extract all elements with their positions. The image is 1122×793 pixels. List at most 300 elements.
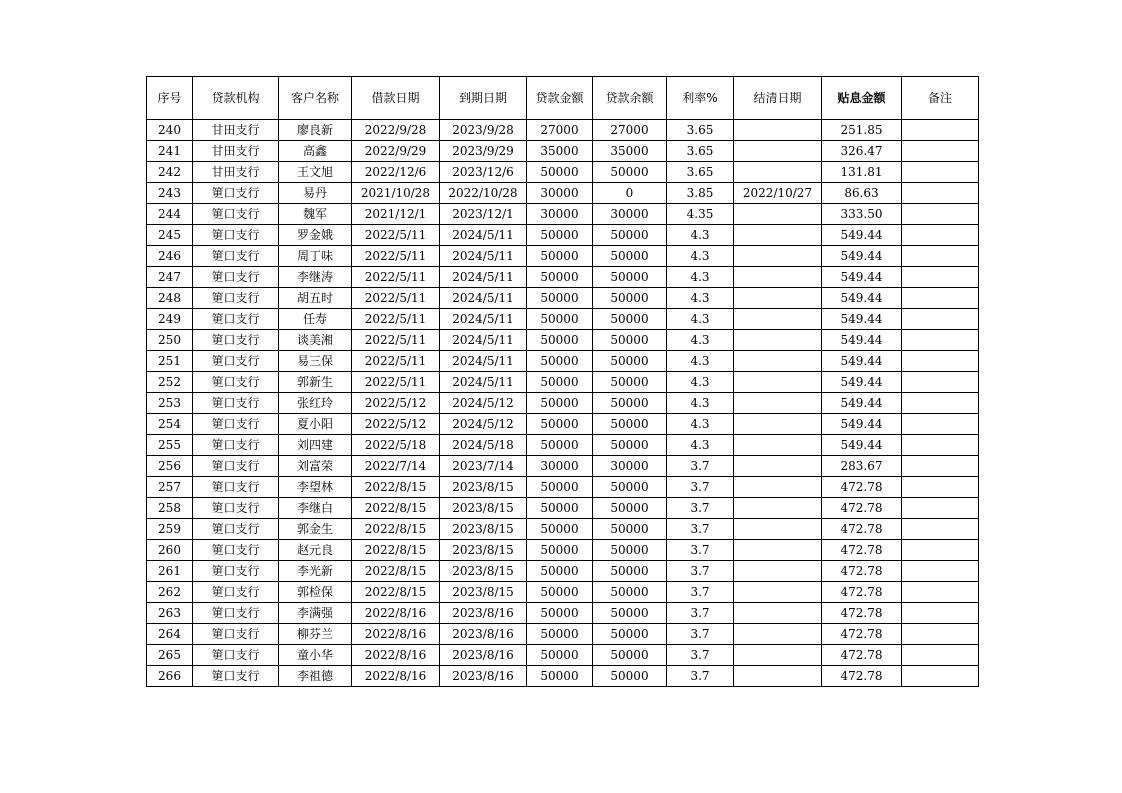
cell-loan-balance: 50000 <box>593 540 667 561</box>
cell-customer: 李满强 <box>279 603 352 624</box>
cell-loan-amount: 50000 <box>527 372 593 393</box>
cell-customer: 罗金娥 <box>279 225 352 246</box>
cell-loan-balance: 50000 <box>593 225 667 246</box>
cell-loan-date: 2022/8/16 <box>352 666 440 687</box>
cell-loan-balance: 50000 <box>593 498 667 519</box>
header-cell-loan-amount: 贷款金额 <box>527 77 593 120</box>
cell-customer: 郭新生 <box>279 372 352 393</box>
cell-subsidy-amount: 472.78 <box>822 603 902 624</box>
table-row <box>147 183 979 204</box>
cell-loan-amount: 50000 <box>527 330 593 351</box>
cell-remarks <box>902 162 979 183</box>
cell-institution: 筻口支行 <box>193 603 279 624</box>
cell-loan-amount: 50000 <box>527 624 593 645</box>
cell-settle-date <box>734 582 822 603</box>
cell-loan-amount: 27000 <box>527 120 593 141</box>
cell-interest-rate: 4.3 <box>667 435 734 456</box>
cell-loan-balance: 50000 <box>593 666 667 687</box>
cell-due-date: 2023/8/15 <box>440 582 527 603</box>
cell-subsidy-amount: 333.50 <box>822 204 902 225</box>
cell-subsidy-amount: 549.44 <box>822 435 902 456</box>
cell-loan-amount: 30000 <box>527 204 593 225</box>
cell-institution: 筻口支行 <box>193 624 279 645</box>
cell-due-date: 2022/10/28 <box>440 183 527 204</box>
cell-settle-date <box>734 540 822 561</box>
cell-index: 264 <box>147 624 193 645</box>
cell-due-date: 2023/8/15 <box>440 561 527 582</box>
cell-index: 259 <box>147 519 193 540</box>
cell-customer: 郭金生 <box>279 519 352 540</box>
cell-interest-rate: 3.7 <box>667 477 734 498</box>
cell-institution: 筻口支行 <box>193 540 279 561</box>
table-row <box>147 246 979 267</box>
cell-customer: 刘富荣 <box>279 456 352 477</box>
cell-due-date: 2024/5/11 <box>440 372 527 393</box>
cell-customer: 张红玲 <box>279 393 352 414</box>
cell-due-date: 2024/5/11 <box>440 330 527 351</box>
cell-settle-date <box>734 162 822 183</box>
cell-index: 244 <box>147 204 193 225</box>
cell-loan-amount: 30000 <box>527 183 593 204</box>
cell-subsidy-amount: 549.44 <box>822 267 902 288</box>
cell-interest-rate: 3.65 <box>667 162 734 183</box>
table-row <box>147 540 979 561</box>
cell-settle-date <box>734 666 822 687</box>
cell-index: 254 <box>147 414 193 435</box>
table-row <box>147 498 979 519</box>
cell-interest-rate: 4.35 <box>667 204 734 225</box>
cell-remarks <box>902 540 979 561</box>
table-row <box>147 624 979 645</box>
cell-interest-rate: 3.85 <box>667 183 734 204</box>
cell-remarks <box>902 414 979 435</box>
cell-interest-rate: 4.3 <box>667 225 734 246</box>
cell-subsidy-amount: 549.44 <box>822 351 902 372</box>
cell-subsidy-amount: 472.78 <box>822 645 902 666</box>
cell-institution: 筻口支行 <box>193 225 279 246</box>
table-row <box>147 204 979 225</box>
cell-institution: 筻口支行 <box>193 351 279 372</box>
cell-due-date: 2023/8/16 <box>440 645 527 666</box>
cell-loan-balance: 50000 <box>593 477 667 498</box>
cell-settle-date <box>734 519 822 540</box>
cell-settle-date <box>734 204 822 225</box>
cell-institution: 筻口支行 <box>193 582 279 603</box>
loan-subsidy-table-page <box>146 76 978 687</box>
cell-loan-balance: 50000 <box>593 561 667 582</box>
cell-due-date: 2024/5/11 <box>440 351 527 372</box>
cell-loan-date: 2022/8/16 <box>352 645 440 666</box>
cell-customer: 柳芬兰 <box>279 624 352 645</box>
cell-institution: 筻口支行 <box>193 477 279 498</box>
cell-remarks <box>902 561 979 582</box>
cell-institution: 筻口支行 <box>193 519 279 540</box>
cell-loan-balance: 50000 <box>593 603 667 624</box>
cell-index: 249 <box>147 309 193 330</box>
cell-due-date: 2023/9/29 <box>440 141 527 162</box>
cell-interest-rate: 3.7 <box>667 561 734 582</box>
cell-customer: 李望林 <box>279 477 352 498</box>
cell-remarks <box>902 183 979 204</box>
cell-institution: 筻口支行 <box>193 267 279 288</box>
cell-institution: 筻口支行 <box>193 414 279 435</box>
table-row <box>147 225 979 246</box>
cell-index: 248 <box>147 288 193 309</box>
cell-remarks <box>902 330 979 351</box>
table-row <box>147 477 979 498</box>
cell-loan-balance: 50000 <box>593 246 667 267</box>
cell-subsidy-amount: 251.85 <box>822 120 902 141</box>
table-row <box>147 414 979 435</box>
cell-customer: 李祖德 <box>279 666 352 687</box>
cell-loan-amount: 50000 <box>527 582 593 603</box>
cell-loan-amount: 50000 <box>527 519 593 540</box>
cell-subsidy-amount: 131.81 <box>822 162 902 183</box>
cell-subsidy-amount: 283.67 <box>822 456 902 477</box>
cell-customer: 李光新 <box>279 561 352 582</box>
cell-customer: 李继涛 <box>279 267 352 288</box>
cell-index: 243 <box>147 183 193 204</box>
cell-index: 245 <box>147 225 193 246</box>
cell-customer: 易三保 <box>279 351 352 372</box>
cell-index: 241 <box>147 141 193 162</box>
cell-loan-date: 2022/8/16 <box>352 624 440 645</box>
cell-loan-date: 2022/5/12 <box>352 414 440 435</box>
header-cell-index: 序号 <box>147 77 193 120</box>
cell-loan-date: 2022/5/18 <box>352 435 440 456</box>
cell-index: 240 <box>147 120 193 141</box>
cell-index: 263 <box>147 603 193 624</box>
cell-settle-date <box>734 435 822 456</box>
cell-due-date: 2023/8/16 <box>440 603 527 624</box>
cell-due-date: 2023/9/28 <box>440 120 527 141</box>
cell-interest-rate: 4.3 <box>667 288 734 309</box>
table-row <box>147 561 979 582</box>
cell-remarks <box>902 288 979 309</box>
cell-loan-date: 2022/5/11 <box>352 330 440 351</box>
cell-due-date: 2024/5/12 <box>440 414 527 435</box>
cell-loan-amount: 50000 <box>527 288 593 309</box>
cell-index: 256 <box>147 456 193 477</box>
cell-loan-amount: 50000 <box>527 162 593 183</box>
cell-loan-balance: 50000 <box>593 435 667 456</box>
cell-subsidy-amount: 472.78 <box>822 519 902 540</box>
cell-loan-balance: 50000 <box>593 330 667 351</box>
cell-loan-amount: 50000 <box>527 309 593 330</box>
cell-loan-date: 2022/9/28 <box>352 120 440 141</box>
cell-customer: 易丹 <box>279 183 352 204</box>
cell-subsidy-amount: 549.44 <box>822 414 902 435</box>
cell-settle-date <box>734 372 822 393</box>
cell-due-date: 2024/5/18 <box>440 435 527 456</box>
cell-interest-rate: 3.65 <box>667 120 734 141</box>
cell-customer: 童小华 <box>279 645 352 666</box>
cell-customer: 赵元良 <box>279 540 352 561</box>
cell-loan-amount: 30000 <box>527 456 593 477</box>
cell-interest-rate: 4.3 <box>667 414 734 435</box>
cell-remarks <box>902 645 979 666</box>
cell-settle-date <box>734 477 822 498</box>
cell-loan-date: 2022/5/12 <box>352 393 440 414</box>
cell-loan-date: 2022/9/29 <box>352 141 440 162</box>
cell-settle-date <box>734 141 822 162</box>
cell-loan-date: 2022/8/16 <box>352 603 440 624</box>
cell-due-date: 2023/12/1 <box>440 204 527 225</box>
header-cell-remarks: 备注 <box>902 77 979 120</box>
cell-settle-date <box>734 288 822 309</box>
header-cell-loan-date: 借款日期 <box>352 77 440 120</box>
cell-interest-rate: 4.3 <box>667 393 734 414</box>
cell-subsidy-amount: 549.44 <box>822 288 902 309</box>
cell-settle-date <box>734 351 822 372</box>
cell-subsidy-amount: 472.78 <box>822 561 902 582</box>
cell-subsidy-amount: 472.78 <box>822 540 902 561</box>
cell-interest-rate: 4.3 <box>667 309 734 330</box>
cell-customer: 刘四建 <box>279 435 352 456</box>
cell-due-date: 2024/5/11 <box>440 246 527 267</box>
table-row <box>147 603 979 624</box>
cell-subsidy-amount: 472.78 <box>822 666 902 687</box>
header-cell-subsidy-amount: 贴息金额 <box>822 77 902 120</box>
table-row <box>147 162 979 183</box>
cell-index: 258 <box>147 498 193 519</box>
cell-subsidy-amount: 472.78 <box>822 498 902 519</box>
cell-settle-date <box>734 309 822 330</box>
table-row <box>147 645 979 666</box>
cell-loan-date: 2022/5/11 <box>352 351 440 372</box>
cell-due-date: 2023/8/16 <box>440 666 527 687</box>
cell-due-date: 2024/5/12 <box>440 393 527 414</box>
cell-loan-date: 2022/5/11 <box>352 309 440 330</box>
cell-index: 266 <box>147 666 193 687</box>
cell-loan-amount: 50000 <box>527 666 593 687</box>
cell-institution: 筻口支行 <box>193 498 279 519</box>
loan-subsidy-table <box>146 76 979 687</box>
cell-customer: 谈美湘 <box>279 330 352 351</box>
cell-institution: 筻口支行 <box>193 372 279 393</box>
cell-due-date: 2023/8/15 <box>440 519 527 540</box>
cell-loan-balance: 50000 <box>593 582 667 603</box>
cell-loan-amount: 50000 <box>527 603 593 624</box>
cell-loan-date: 2022/5/11 <box>352 246 440 267</box>
cell-due-date: 2024/5/11 <box>440 267 527 288</box>
cell-loan-balance: 35000 <box>593 141 667 162</box>
cell-institution: 甘田支行 <box>193 162 279 183</box>
cell-due-date: 2024/5/11 <box>440 225 527 246</box>
cell-settle-date <box>734 414 822 435</box>
cell-loan-date: 2022/8/15 <box>352 477 440 498</box>
cell-institution: 筻口支行 <box>193 456 279 477</box>
cell-settle-date <box>734 120 822 141</box>
cell-remarks <box>902 666 979 687</box>
cell-institution: 筻口支行 <box>193 246 279 267</box>
cell-customer: 李继白 <box>279 498 352 519</box>
table-row <box>147 582 979 603</box>
cell-loan-balance: 50000 <box>593 309 667 330</box>
header-cell-loan-balance: 贷款余额 <box>593 77 667 120</box>
cell-subsidy-amount: 549.44 <box>822 246 902 267</box>
table-row <box>147 393 979 414</box>
cell-loan-date: 2022/5/11 <box>352 225 440 246</box>
cell-index: 265 <box>147 645 193 666</box>
cell-institution: 筻口支行 <box>193 183 279 204</box>
cell-subsidy-amount: 326.47 <box>822 141 902 162</box>
cell-loan-amount: 50000 <box>527 645 593 666</box>
cell-institution: 筻口支行 <box>193 204 279 225</box>
cell-subsidy-amount: 549.44 <box>822 372 902 393</box>
cell-loan-balance: 50000 <box>593 288 667 309</box>
cell-index: 255 <box>147 435 193 456</box>
cell-loan-amount: 50000 <box>527 540 593 561</box>
cell-remarks <box>902 456 979 477</box>
cell-institution: 筻口支行 <box>193 330 279 351</box>
cell-customer: 魏军 <box>279 204 352 225</box>
cell-index: 253 <box>147 393 193 414</box>
cell-customer: 高鑫 <box>279 141 352 162</box>
cell-remarks <box>902 519 979 540</box>
cell-subsidy-amount: 86.63 <box>822 183 902 204</box>
cell-customer: 夏小阳 <box>279 414 352 435</box>
table-row <box>147 666 979 687</box>
cell-loan-amount: 50000 <box>527 561 593 582</box>
cell-interest-rate: 3.7 <box>667 624 734 645</box>
cell-due-date: 2023/8/15 <box>440 477 527 498</box>
cell-remarks <box>902 225 979 246</box>
cell-interest-rate: 4.3 <box>667 330 734 351</box>
table-row <box>147 141 979 162</box>
cell-index: 247 <box>147 267 193 288</box>
table-row <box>147 435 979 456</box>
cell-loan-balance: 50000 <box>593 267 667 288</box>
cell-institution: 筻口支行 <box>193 288 279 309</box>
cell-interest-rate: 3.7 <box>667 498 734 519</box>
cell-interest-rate: 3.7 <box>667 519 734 540</box>
cell-institution: 筻口支行 <box>193 645 279 666</box>
cell-index: 261 <box>147 561 193 582</box>
cell-loan-amount: 35000 <box>527 141 593 162</box>
cell-loan-amount: 50000 <box>527 225 593 246</box>
table-row <box>147 267 979 288</box>
cell-interest-rate: 4.3 <box>667 246 734 267</box>
cell-loan-date: 2022/8/15 <box>352 561 440 582</box>
cell-remarks <box>902 309 979 330</box>
table-row <box>147 309 979 330</box>
cell-loan-balance: 50000 <box>593 162 667 183</box>
cell-loan-date: 2022/5/11 <box>352 267 440 288</box>
cell-settle-date <box>734 561 822 582</box>
cell-loan-balance: 50000 <box>593 645 667 666</box>
cell-settle-date <box>734 393 822 414</box>
header-cell-interest-rate: 利率% <box>667 77 734 120</box>
cell-due-date: 2024/5/11 <box>440 309 527 330</box>
cell-index: 260 <box>147 540 193 561</box>
cell-customer: 王文旭 <box>279 162 352 183</box>
cell-loan-date: 2022/8/15 <box>352 540 440 561</box>
cell-loan-amount: 50000 <box>527 498 593 519</box>
cell-remarks <box>902 204 979 225</box>
cell-due-date: 2023/8/16 <box>440 624 527 645</box>
cell-remarks <box>902 498 979 519</box>
cell-institution: 筻口支行 <box>193 309 279 330</box>
cell-interest-rate: 3.7 <box>667 456 734 477</box>
cell-loan-amount: 50000 <box>527 435 593 456</box>
cell-loan-date: 2022/8/15 <box>352 498 440 519</box>
cell-remarks <box>902 351 979 372</box>
cell-settle-date: 2022/10/27 <box>734 183 822 204</box>
cell-due-date: 2023/8/15 <box>440 498 527 519</box>
cell-loan-balance: 50000 <box>593 414 667 435</box>
header-cell-due-date: 到期日期 <box>440 77 527 120</box>
cell-settle-date <box>734 645 822 666</box>
cell-institution: 筻口支行 <box>193 666 279 687</box>
cell-interest-rate: 3.7 <box>667 540 734 561</box>
cell-loan-balance: 30000 <box>593 204 667 225</box>
cell-index: 250 <box>147 330 193 351</box>
cell-institution: 筻口支行 <box>193 393 279 414</box>
cell-settle-date <box>734 624 822 645</box>
cell-index: 252 <box>147 372 193 393</box>
cell-loan-balance: 50000 <box>593 351 667 372</box>
table-row <box>147 372 979 393</box>
cell-due-date: 2023/8/15 <box>440 540 527 561</box>
table-row <box>147 330 979 351</box>
cell-remarks <box>902 267 979 288</box>
cell-interest-rate: 3.7 <box>667 582 734 603</box>
table-row <box>147 456 979 477</box>
cell-interest-rate: 3.65 <box>667 141 734 162</box>
header-cell-customer: 客户名称 <box>279 77 352 120</box>
cell-settle-date <box>734 225 822 246</box>
cell-due-date: 2023/12/6 <box>440 162 527 183</box>
cell-due-date: 2024/5/11 <box>440 288 527 309</box>
cell-remarks <box>902 120 979 141</box>
cell-loan-balance: 30000 <box>593 456 667 477</box>
cell-remarks <box>902 435 979 456</box>
cell-loan-date: 2022/5/11 <box>352 372 440 393</box>
cell-interest-rate: 3.7 <box>667 603 734 624</box>
table-row <box>147 351 979 372</box>
cell-subsidy-amount: 549.44 <box>822 309 902 330</box>
cell-loan-date: 2022/8/15 <box>352 582 440 603</box>
cell-loan-date: 2021/10/28 <box>352 183 440 204</box>
cell-interest-rate: 3.7 <box>667 666 734 687</box>
cell-subsidy-amount: 549.44 <box>822 330 902 351</box>
cell-subsidy-amount: 549.44 <box>822 225 902 246</box>
cell-loan-balance: 27000 <box>593 120 667 141</box>
cell-index: 262 <box>147 582 193 603</box>
cell-loan-date: 2021/12/1 <box>352 204 440 225</box>
cell-remarks <box>902 141 979 162</box>
cell-due-date: 2023/7/14 <box>440 456 527 477</box>
table-body <box>147 120 979 687</box>
cell-interest-rate: 4.3 <box>667 351 734 372</box>
cell-remarks <box>902 582 979 603</box>
cell-institution: 筻口支行 <box>193 435 279 456</box>
table-header <box>147 77 979 120</box>
cell-index: 257 <box>147 477 193 498</box>
cell-loan-amount: 50000 <box>527 477 593 498</box>
cell-loan-date: 2022/7/14 <box>352 456 440 477</box>
cell-settle-date <box>734 330 822 351</box>
cell-subsidy-amount: 472.78 <box>822 624 902 645</box>
cell-loan-amount: 50000 <box>527 393 593 414</box>
cell-loan-balance: 50000 <box>593 393 667 414</box>
cell-subsidy-amount: 549.44 <box>822 393 902 414</box>
cell-loan-date: 2022/12/6 <box>352 162 440 183</box>
cell-interest-rate: 4.3 <box>667 267 734 288</box>
cell-settle-date <box>734 498 822 519</box>
cell-settle-date <box>734 456 822 477</box>
